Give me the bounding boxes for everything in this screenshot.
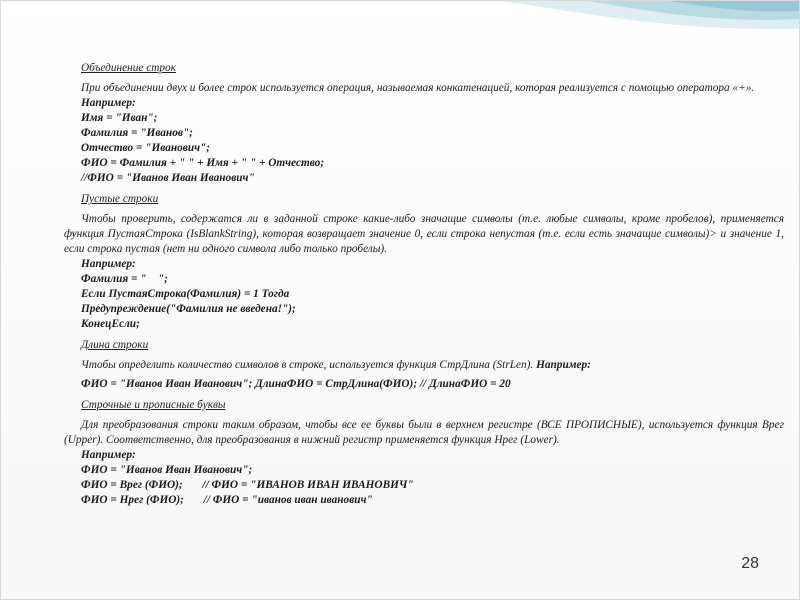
slide-content [64, 61, 784, 508]
code-case-1: ФИО = "Иванов Иван Иванович"; [81, 464, 253, 476]
code-empty-2: Если ПустаяСтрока(Фамилия) = 1 Тогда [81, 288, 290, 300]
text-length [64, 358, 784, 373]
code-concat-3: Отчество = "Иванович"; [81, 142, 211, 154]
code-concat-1: Имя = "Иван"; [81, 112, 158, 124]
code-case-0: Например: [81, 449, 136, 461]
code-case-2: ФИО = Врег (ФИО); // ФИО = "ИВАНОВ ИВАН ИВАНОВИЧ" [81, 479, 414, 491]
code-empty-0: Например: [81, 258, 136, 270]
code-concat-2: Фамилия = "Иванов"; [81, 127, 193, 139]
heading-concat: Объединение строк [81, 62, 176, 74]
heading-empty: Пустые строки [81, 193, 159, 205]
heading-length: Длина строки [81, 339, 149, 351]
text-concat: При объединении двух и более строк используется операция, называемая конкатенацией, которая реализуется с помощью оператора «+». [81, 82, 755, 94]
text-length-main: Чтобы определить количество символов в строке, используется функция СтрДлина (StrLen). [81, 359, 534, 371]
code-concat-0: Например: [81, 97, 136, 109]
code-concat-5: //ФИО = "Иванов Иван Иванович" [81, 172, 255, 184]
code-empty-4: КонецЕсли; [81, 318, 140, 330]
text-empty: Чтобы проверить, содержатся ли в заданной строке какие-либо значащие символы (т.е. любые символы, кроме пробелов), применяется функция ПустаяСтрока (IsBlankString), которая возвращает значение 0, если строка непустая (т.е. если есть значащие символы)> и значение 1, если строка пустая (нет ни одного символа либо только пробелы). [64, 213, 784, 255]
code-empty-1: Фамилия = " "; [81, 273, 168, 285]
text-case: Для преобразования строки таким образом, чтобы все ее буквы были в верхнем регистре (ВСЕ ПРОПИСНЫЕ), используется функция Врег (Upper). Соответственно, для преобразования в нижний регистр применяется функция Нрег (Lower). [64, 419, 784, 446]
decorative-swoosh [499, 1, 799, 41]
heading-case: Строчные и прописные буквы [81, 399, 226, 411]
page-number: 28 [741, 555, 759, 572]
code-empty-3: Предупреждение("Фамилия не введена!"); [81, 303, 296, 315]
code-case-3: ФИО = Нрег (ФИО); // ФИО = "иванов иван иванович" [81, 494, 373, 506]
text-length-bold: Например: [536, 359, 591, 371]
code-concat-4: ФИО = Фамилия + " " + Имя + " " + Отчество; [81, 157, 325, 169]
code-length-0: ФИО = "Иванов Иван Иванович"; ДлинаФИО = СтрДлина(ФИО); // ДлинаФИО = 20 [81, 378, 511, 390]
